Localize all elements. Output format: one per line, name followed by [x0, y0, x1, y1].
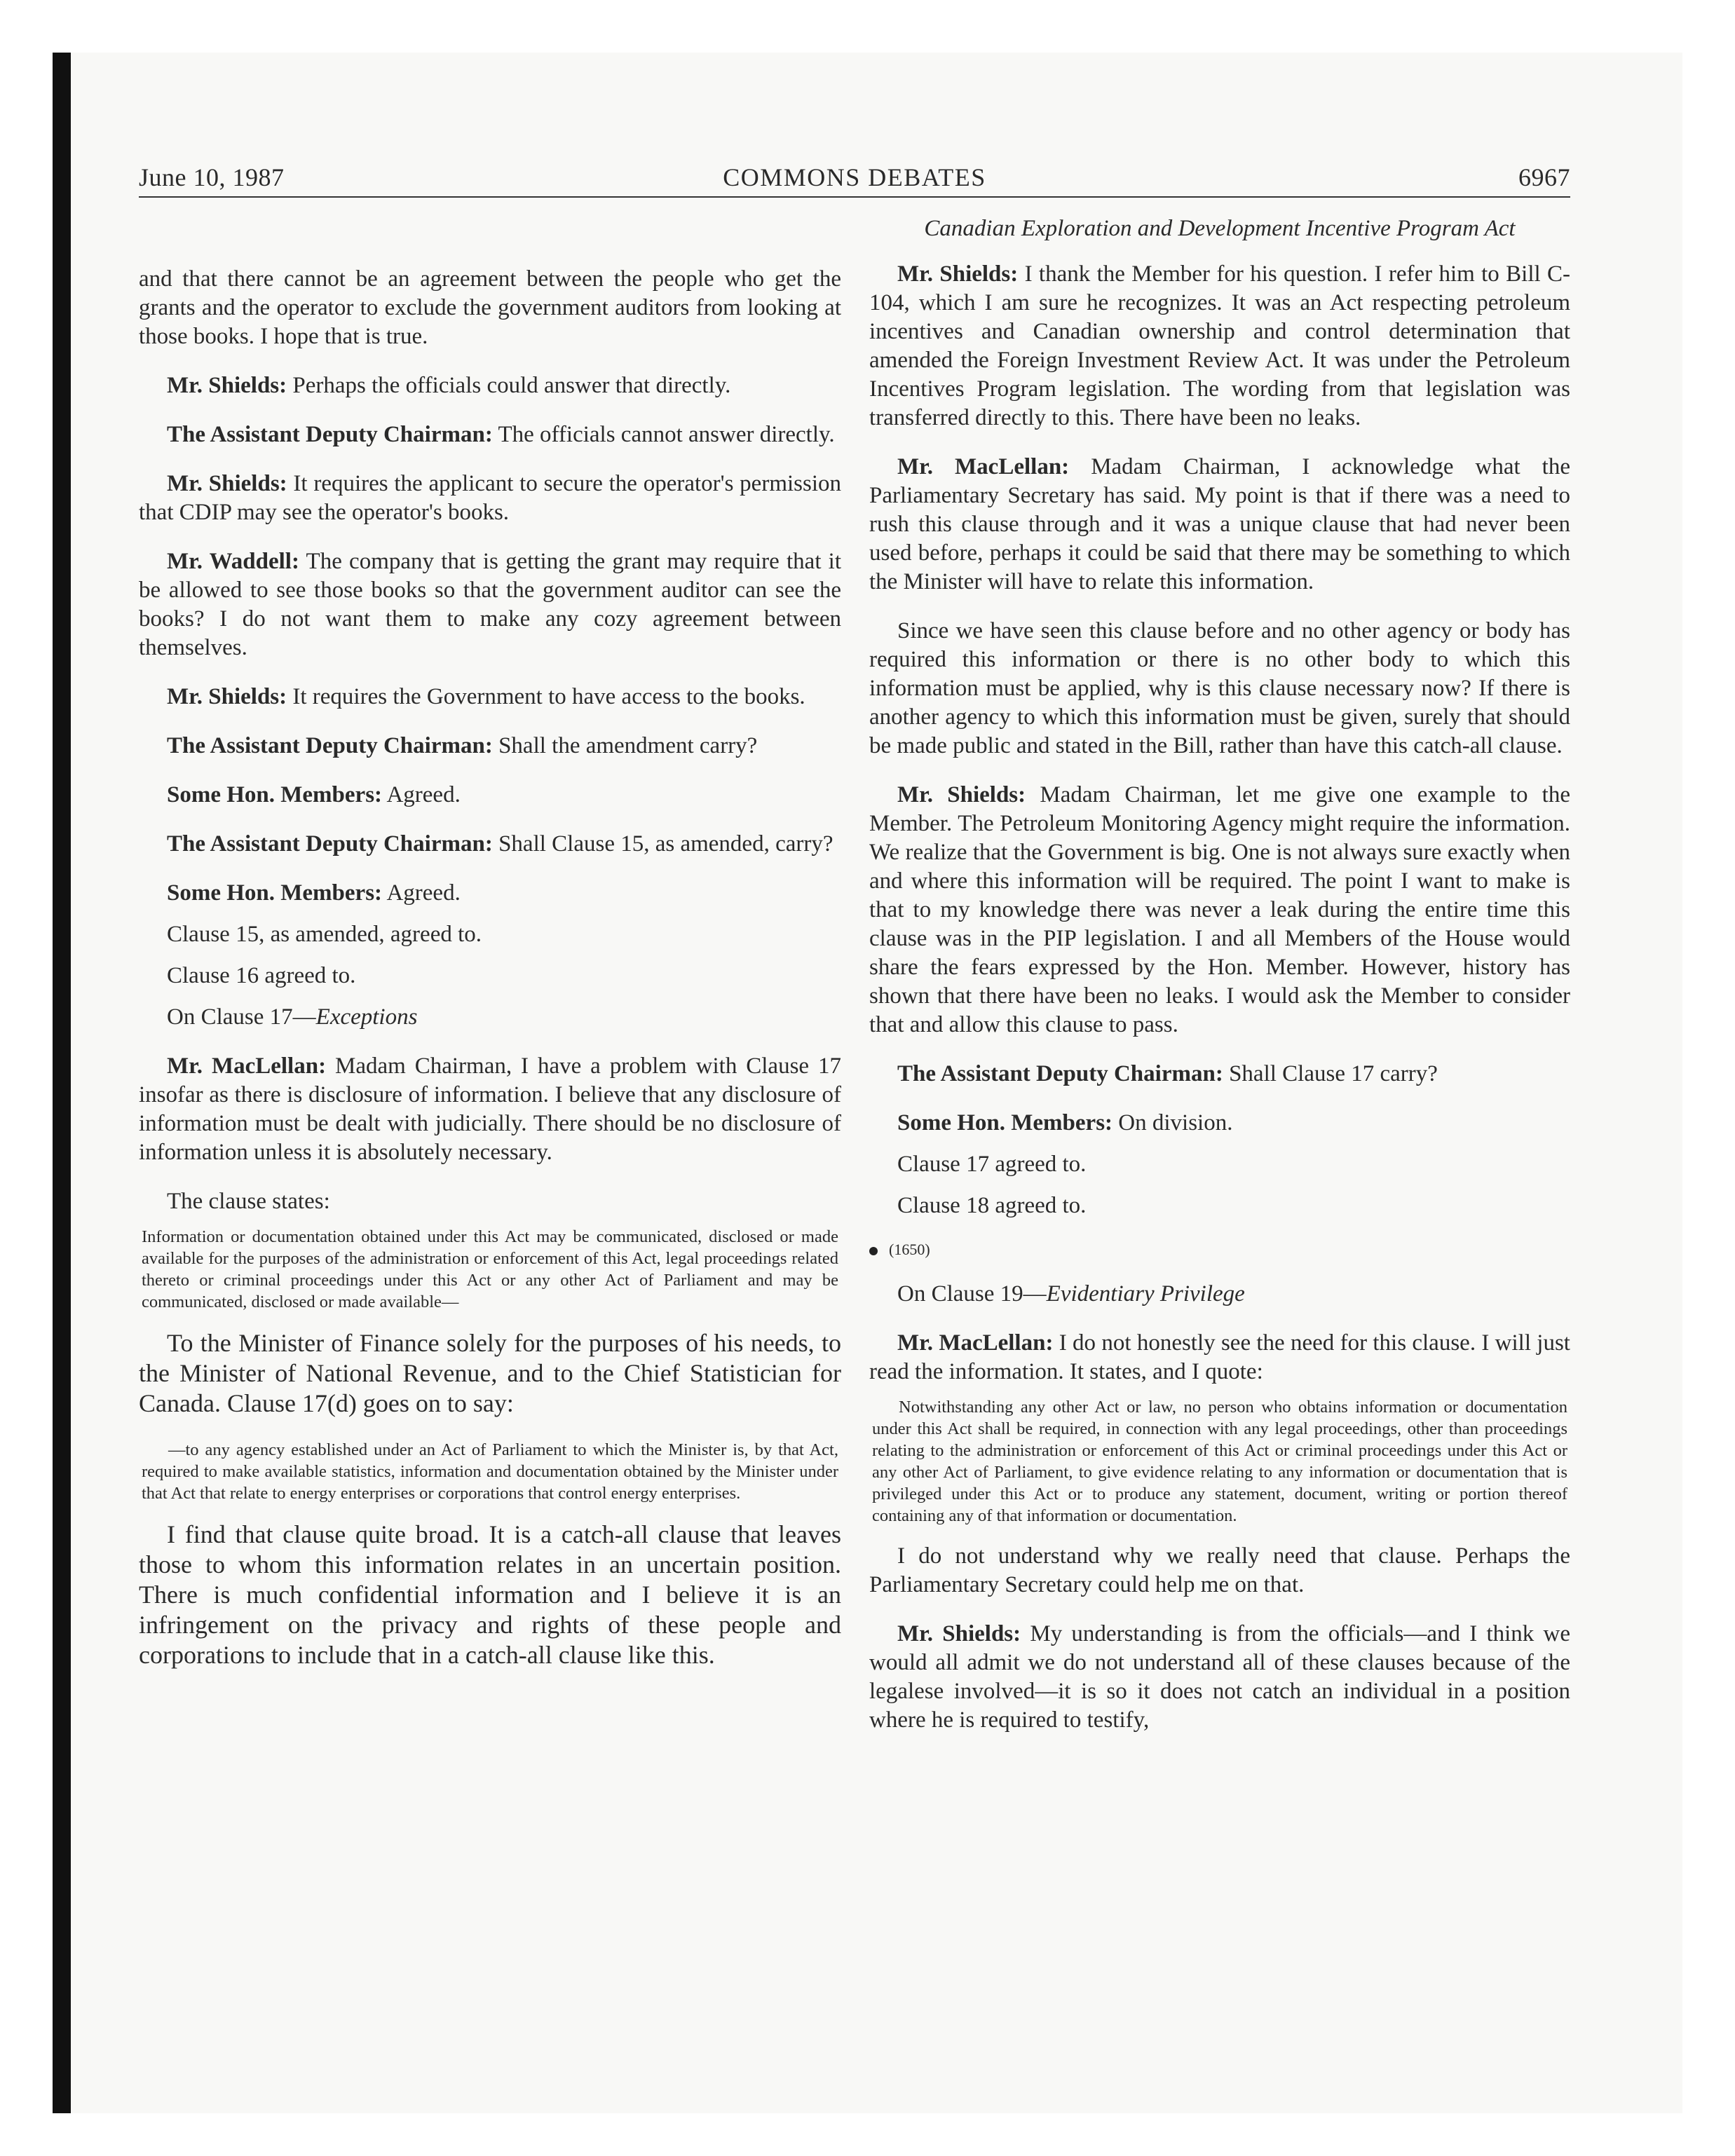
block-quote: —to any agency established under an Act of Parliament to which the Minister is, by that Act, required to make available statistics, information and documentation obtained by the Minister under that Act that relate to energy enterprises or corporations that control energy enterprises.: [142, 1440, 838, 1503]
speaker: Some Hon. Members:: [167, 782, 383, 807]
paragraph: Mr. MacLellan: Madam Chairman, I have a problem with Clause 17 insofar as there is disclosure of information. I believe that any disclosure of information must be dealt with judicially. There should be no disclosure of information unless it is absolutely necessary.: [139, 1053, 841, 1165]
speaker: Some Hon. Members:: [167, 880, 383, 906]
speaker: Mr. Shields:: [167, 471, 287, 496]
paragraph: Since we have seen this clause before and no other agency or body has required this information or there is no other body to which this information must be applied, why is this clause necessary now? If there is another agency to which this information must be given, surely that should be made public and stated in the Bill, rather than have this catch-all clause.: [869, 618, 1570, 758]
speaker: Mr. Shields:: [897, 261, 1019, 287]
paragraph: Mr. Shields: Madam Chairman, let me give one example to the Member. The Petroleum Monitoring Agency might require the information. We realize that the Government is big. One is not always sure exactly when and where this information will be required. The point I want to make is that to my knowledge there was never a leak during the entire time this clause was in the PIP legislation. I and all Members of the House would share the fears expressed by the Hon. Member. However, history has shown that there have been no leaks. I would ask the Member to consider that and allow this clause to pass.: [869, 782, 1571, 1037]
time-marker: (1650): [869, 1241, 1570, 1259]
paragraph: I do not understand why we really need that clause. Perhaps the Parliamentary Secretary could help me on that.: [869, 1543, 1570, 1597]
paragraph: The clause states:: [167, 1189, 330, 1214]
paragraph: Some Hon. Members: On division.: [897, 1110, 1233, 1135]
paragraph: Mr. Shields: I thank the Member for his question. I refer him to Bill C-104, which I am sure he recognizes. It was an Act respecting petroleum incentives and Canadian ownership and control determination that amended the Foreign Investment Review Act. It was under the Petroleum Incentives Program legislation. The wording from that legislation was transferred directly to this. There have been no leaks.: [869, 261, 1570, 430]
page-number: 6967: [1518, 163, 1570, 191]
right-column: [869, 210, 1570, 1755]
paragraph: Mr. Shields: My understanding is from the officials—and I think we would all admit we do not understand all of these clauses because of the legalese involved—it is so it does not catch an individual in a position where he is required to testify,: [869, 1621, 1570, 1733]
paragraph: Mr. Shields: It requires the Government to have access to the books.: [167, 684, 805, 709]
speaker: Mr. Shields:: [897, 1621, 1021, 1646]
page-header: [139, 163, 1570, 198]
paragraph: Clause 17 agreed to.: [897, 1152, 1087, 1177]
paragraph: The Assistant Deputy Chairman: Shall Clause 17 carry?: [897, 1061, 1438, 1086]
section-title: Canadian Exploration and Development Incentive Program Act: [924, 216, 1516, 241]
speaker: Mr. Shields:: [167, 373, 287, 398]
paragraph: Some Hon. Members: Agreed.: [167, 880, 461, 906]
speaker: Mr. MacLellan:: [167, 1053, 327, 1079]
paragraph: Some Hon. Members: Agreed.: [167, 782, 461, 807]
block-quote: Information or documentation obtained under this Act may be communicated, disclosed or made available for the purposes of the administration or enforcement of this Act, legal proceedings related thereto or criminal proceedings under this Act or any other Act of Parliament and may be communicated, disclosed or made available—: [142, 1227, 838, 1311]
speaker: Some Hon. Members:: [897, 1110, 1113, 1135]
paragraph: Clause 18 agreed to.: [897, 1193, 1087, 1218]
paragraph: The Assistant Deputy Chairman: The officials cannot answer directly.: [167, 422, 835, 447]
paragraph: and that there cannot be an agreement between the people who get the grants and the operator to exclude the government auditors from looking at those books. I hope that is true.: [139, 266, 841, 349]
speaker: The Assistant Deputy Chairman:: [167, 422, 493, 447]
paragraph: Mr. Shields: Perhaps the officials could answer that directly.: [167, 373, 731, 398]
speaker: Mr. Shields:: [897, 782, 1026, 807]
speaker: The Assistant Deputy Chairman:: [167, 733, 493, 758]
speaker: The Assistant Deputy Chairman:: [897, 1061, 1223, 1086]
header-date: June 10, 1987: [139, 163, 285, 191]
left-column: [139, 210, 841, 1691]
header-rule: [139, 196, 1570, 198]
paragraph: Clause 15, as amended, agreed to.: [167, 922, 482, 947]
paragraph: To the Minister of Finance solely for the purposes of his needs, to the Minister of National Revenue, and to the Chief Statistician for Canada. Clause 17(d) goes on to say:: [139, 1329, 841, 1417]
bullet-icon: [869, 1247, 878, 1255]
block-quote: Notwithstanding any other Act or law, no person who obtains information or documentation under this Act shall be required, in connection with any legal proceedings, other than proceedings relating to the administration or enforcement of this Act or criminal proceedings under this Act or any other Act of Parliament, to give evidence relating to any information or documentation that is privileged under this Act or to produce any statement, document, writing or portion thereof containing any of that information or documentation.: [872, 1398, 1567, 1525]
header-title: COMMONS DEBATES: [723, 163, 986, 191]
speaker: Mr. Waddell:: [167, 549, 299, 574]
speaker: The Assistant Deputy Chairman:: [167, 831, 493, 857]
clause-heading: On Clause 19—Evidentiary Privilege: [897, 1281, 1245, 1306]
paragraph: Clause 16 agreed to.: [167, 963, 356, 988]
paragraph: The Assistant Deputy Chairman: Shall the amendment carry?: [167, 733, 758, 758]
speaker: Mr. MacLellan:: [897, 1330, 1054, 1356]
paragraph: Mr. Waddell: The company that is getting the grant may require that it be allowed to see those books so that the government auditor can see the books? I do not want them to make any cozy agreement between themselves.: [139, 549, 842, 660]
binding-edge: [53, 53, 71, 2113]
speaker: Mr. Shields:: [167, 684, 287, 709]
paragraph: I find that clause quite broad. It is a catch-all clause that leaves those to whom this information relates in an uncertain position. There is much confidential information and I believe it is an infringement on the privacy and rights of these people and corporations to include that in a catch-all clause like this.: [139, 1520, 841, 1669]
paragraph: The Assistant Deputy Chairman: Shall Clause 15, as amended, carry?: [167, 831, 834, 857]
paragraph: Mr. MacLellan: Madam Chairman, I acknowledge what the Parliamentary Secretary has said. My point is that if there was a need to rush this clause through and it was a unique clause that had never been used before, perhaps it could be said that there may be something to which the Minister will have to relate this information.: [869, 454, 1570, 594]
paragraph: Mr. MacLellan: I do not honestly see the need for this clause. I will just read the information. It states, and I quote:: [869, 1330, 1570, 1384]
paragraph: Mr. Shields: It requires the applicant to secure the operator's permission that CDIP may see the operator's books.: [139, 471, 842, 525]
clause-heading: On Clause 17—Exceptions: [167, 1004, 418, 1030]
speaker: Mr. MacLellan:: [897, 454, 1070, 479]
